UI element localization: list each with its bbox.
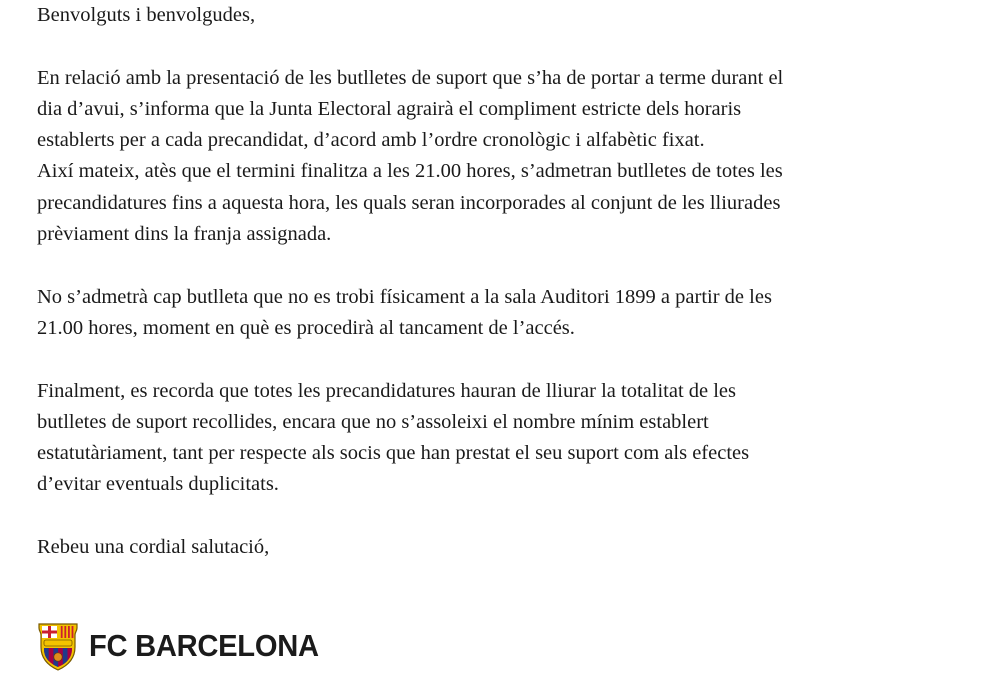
text-line: prèviament dins la franja assignada.	[37, 223, 332, 246]
paragraph-gap	[37, 31, 967, 62]
brand-name: FC BARCELONA	[89, 628, 319, 663]
paragraph-presentation-schedule	[37, 63, 967, 251]
text-line: d’evitar eventuals duplicitats.	[37, 473, 279, 496]
signature-logo	[36, 620, 333, 672]
paragraph-gap	[37, 344, 967, 375]
text-line: precandidatures fins a aquesta hora, les quals seran incorporades al conjunt de les lliurades	[37, 191, 781, 214]
paragraph-final-reminder	[37, 376, 967, 501]
text-line: En relació amb la presentació de les butlletes de suport que s’ha de portar a terme durant el	[37, 66, 784, 89]
letter-body	[37, 0, 967, 563]
text-line: butlletes de suport recollides, encara que no s’assoleixi el nombre mínim establert	[37, 410, 709, 433]
paragraph-gap	[37, 250, 967, 281]
text-line: establerts per a cada precandidat, d’acord amb l’ordre cronològic i alfabètic fixat.	[37, 129, 705, 152]
paragraph-access-closing	[37, 282, 967, 345]
greeting: Benvolguts i benvolgudes,	[37, 4, 256, 26]
text-line: 21.00 hores, moment en què es procedirà al tancament de l’accés.	[37, 316, 575, 339]
text-line: Finalment, es recorda que totes les precandidatures hauran de lliurar la totalitat de les	[37, 379, 737, 402]
text-line: estatutàriament, tant per respecte als socis que han prestat el seu suport com als efectes	[37, 442, 750, 465]
closing: Rebeu una cordial salutació,	[37, 536, 270, 559]
fc-barcelona-crest-icon	[36, 621, 80, 671]
text-line: Així mateix, atès que el termini finalitza a les 21.00 hores, s’admetran butlletes de totes les	[37, 160, 783, 183]
text-line: No s’admetrà cap butlleta que no es trobi físicament a la sala Auditori 1899 a partir de les	[37, 285, 772, 308]
text-line: dia d’avui, s’informa que la Junta Electoral agrairà el compliment estricte dels horaris	[37, 97, 742, 120]
paragraph-gap	[37, 501, 967, 532]
